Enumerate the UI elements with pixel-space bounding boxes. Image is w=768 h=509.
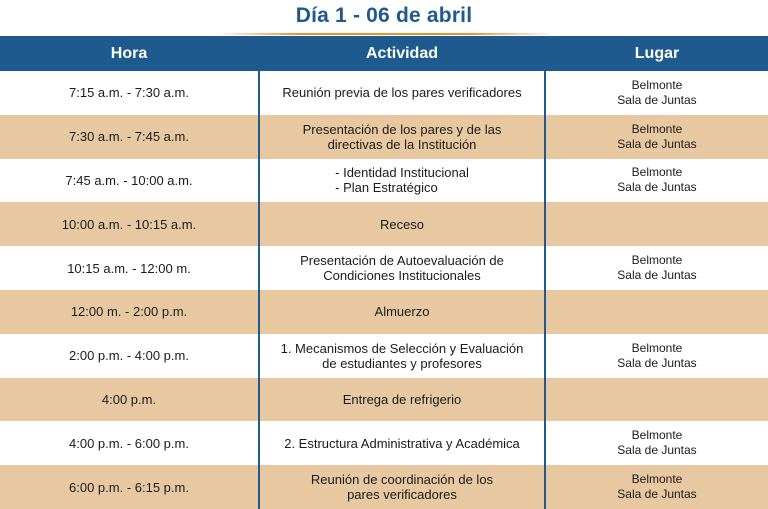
lugar-cell [546, 246, 768, 290]
actividad-cell [258, 290, 546, 334]
lugar-text: Belmonte Sala de Juntas [617, 121, 697, 151]
table-row [0, 465, 768, 509]
actividad-cell [258, 246, 546, 290]
actividad-text: Receso [379, 216, 425, 232]
hora-cell: 7:30 a.m. - 7:45 a.m. [69, 129, 189, 145]
actividad-text: 1. Mecanismos de Selección y Evaluación de estudiantes y profesores [280, 340, 524, 371]
lugar-text: Belmonte Sala de Juntas [617, 428, 697, 458]
actividad-cell [258, 159, 546, 203]
actividad-text: - Identidad Institucional - Plan Estratégico [335, 165, 469, 196]
lugar-cell [546, 71, 768, 115]
table-row [0, 71, 768, 115]
hora-cell: 12:00 m. - 2:00 p.m. [70, 304, 188, 320]
lugar-text: Belmonte Sala de Juntas [617, 340, 697, 370]
actividad-cell [258, 334, 546, 378]
lugar-text: Belmonte Sala de Juntas [617, 253, 697, 283]
header-actividad: Actividad [365, 44, 438, 62]
hora-cell: 10:15 a.m. - 12:00 m. [67, 260, 191, 276]
table-header [0, 36, 768, 71]
hora-cell: 2:00 p.m. - 4:00 p.m. [69, 348, 189, 364]
actividad-text: Almuerzo [374, 304, 430, 320]
actividad-text: Presentación de Autoevaluación de Condiciones Institucionales [300, 253, 504, 284]
page-title: Día 1 - 06 de abril [295, 4, 473, 27]
lugar-cell [546, 378, 768, 422]
table-row [0, 421, 768, 465]
actividad-cell [258, 378, 546, 422]
lugar-cell [546, 421, 768, 465]
actividad-text: Entrega de refrigerio [342, 391, 462, 407]
hora-cell: 7:45 a.m. - 10:00 a.m. [65, 172, 193, 188]
schedule-table [0, 71, 768, 509]
actividad-cell [258, 421, 546, 465]
hora-cell: 4:00 p.m. - 6:00 p.m. [69, 435, 189, 451]
table-row [0, 334, 768, 378]
table-row [0, 115, 768, 159]
lugar-cell [546, 465, 768, 509]
actividad-cell [258, 465, 546, 509]
lugar-cell [546, 334, 768, 378]
lugar-cell [546, 202, 768, 246]
actividad-cell [258, 115, 546, 159]
table-row [0, 202, 768, 246]
actividad-cell [258, 71, 546, 115]
hora-cell: 7:15 a.m. - 7:30 a.m. [69, 85, 189, 101]
lugar-text: Belmonte Sala de Juntas [617, 165, 697, 195]
actividad-cell [258, 202, 546, 246]
actividad-text: 2. Estructura Administrativa y Académica [284, 435, 520, 451]
lugar-cell [546, 115, 768, 159]
hora-cell: 6:00 p.m. - 6:15 p.m. [69, 479, 189, 495]
header-hora: Hora [110, 44, 148, 62]
lugar-cell [546, 290, 768, 334]
table-row [0, 290, 768, 334]
actividad-text: Presentación de los pares y de las directivas de la Institución [302, 121, 502, 152]
header-lugar: Lugar [634, 44, 680, 62]
lugar-text: Belmonte Sala de Juntas [617, 472, 697, 502]
hora-cell: 4:00 p.m. [101, 391, 157, 407]
actividad-text: Reunión de coordinación de los pares verificadores [310, 472, 494, 503]
table-row [0, 159, 768, 203]
lugar-text: Belmonte Sala de Juntas [617, 77, 697, 107]
title-underline [215, 33, 555, 35]
hora-cell: 10:00 a.m. - 10:15 a.m. [61, 216, 197, 232]
lugar-cell [546, 159, 768, 203]
table-row [0, 378, 768, 422]
actividad-text: Reunión previa de los pares verificadores [282, 85, 522, 101]
table-row [0, 246, 768, 290]
